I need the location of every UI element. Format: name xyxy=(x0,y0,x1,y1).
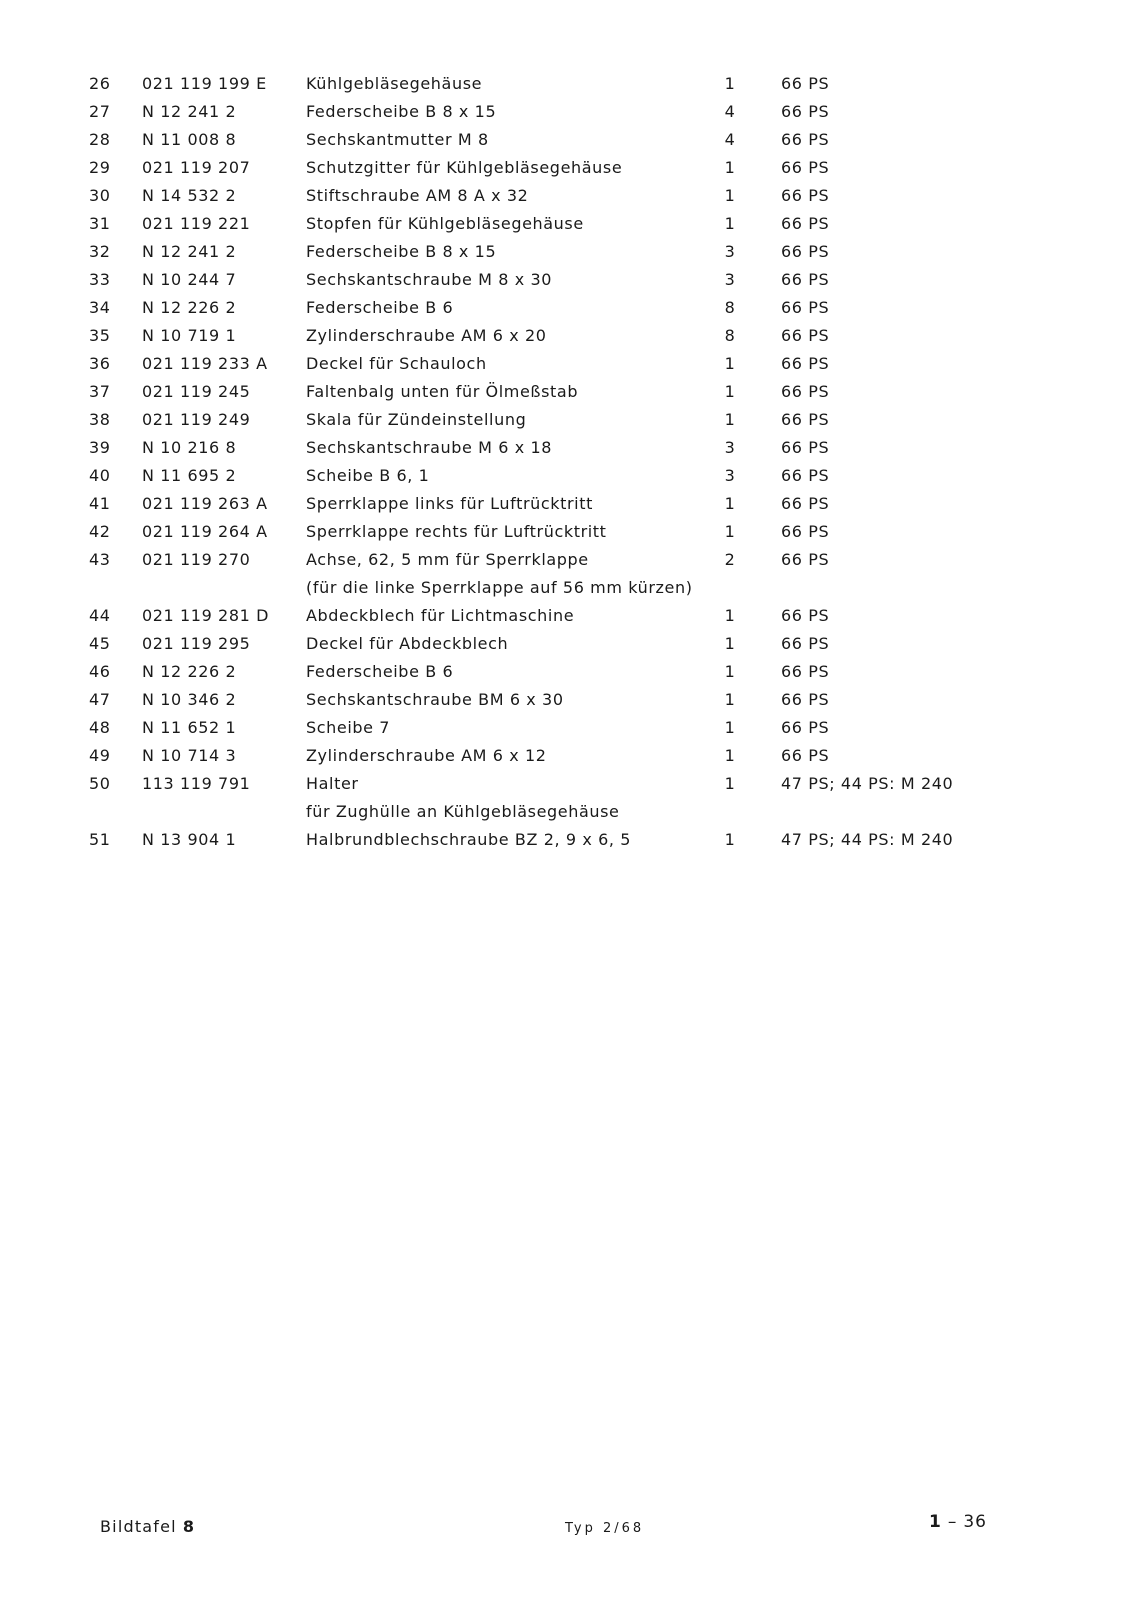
part-number: N 10 216 8 xyxy=(142,438,237,457)
quantity: 1 xyxy=(724,186,736,205)
quantity: 1 xyxy=(724,74,736,93)
quantity: 1 xyxy=(724,690,736,709)
application-note: 66 PS xyxy=(781,410,830,429)
position-number: 42 xyxy=(89,522,111,541)
parts-list xyxy=(0,70,1137,854)
part-number: N 11 652 1 xyxy=(142,718,237,737)
quantity: 1 xyxy=(724,830,736,849)
parts-row xyxy=(0,322,1137,350)
position-number: 26 xyxy=(89,74,111,93)
parts-row xyxy=(0,770,1137,798)
parts-row-continuation xyxy=(0,574,1137,602)
type-reference: Typ 2/68 xyxy=(565,1521,645,1536)
part-description: Achse, 62, 5 mm für Sperrklappe xyxy=(306,550,589,569)
position-number: 29 xyxy=(89,158,111,177)
quantity: 3 xyxy=(724,270,736,289)
quantity: 1 xyxy=(724,410,736,429)
parts-row xyxy=(0,518,1137,546)
position-number: 37 xyxy=(89,382,111,401)
page-section: 1 xyxy=(929,1512,942,1532)
application-note: 66 PS xyxy=(781,634,830,653)
page-dash: – xyxy=(947,1512,958,1532)
position-number: 45 xyxy=(89,634,111,653)
parts-row xyxy=(0,350,1137,378)
application-note: 66 PS xyxy=(781,382,830,401)
application-note: 66 PS xyxy=(781,522,830,541)
application-note: 66 PS xyxy=(781,74,830,93)
parts-row xyxy=(0,126,1137,154)
position-number: 31 xyxy=(89,214,111,233)
part-description: Federscheibe B 8 x 15 xyxy=(306,102,497,121)
application-note: 66 PS xyxy=(781,298,830,317)
parts-row xyxy=(0,742,1137,770)
part-number: 021 119 263 A xyxy=(142,494,268,513)
part-description: Skala für Zündeinstellung xyxy=(306,410,527,429)
plate-label: Bildtafel xyxy=(100,1517,177,1536)
position-number: 35 xyxy=(89,326,111,345)
position-number: 47 xyxy=(89,690,111,709)
parts-row xyxy=(0,686,1137,714)
part-description: Sechskantschraube BM 6 x 30 xyxy=(306,690,564,709)
quantity: 3 xyxy=(724,438,736,457)
part-number: 021 119 245 xyxy=(142,382,251,401)
application-note: 66 PS xyxy=(781,242,830,261)
part-description: Schutzgitter für Kühlgebläsegehäuse xyxy=(306,158,623,177)
parts-row xyxy=(0,266,1137,294)
part-description: Sechskantmutter M 8 xyxy=(306,130,489,149)
part-description: Zylinderschraube AM 6 x 12 xyxy=(306,746,547,765)
part-description: Stiftschraube AM 8 A x 32 xyxy=(306,186,529,205)
application-note: 66 PS xyxy=(781,214,830,233)
part-number: 021 119 233 A xyxy=(142,354,268,373)
position-number: 28 xyxy=(89,130,111,149)
part-number: N 11 695 2 xyxy=(142,466,237,485)
part-number: N 14 532 2 xyxy=(142,186,237,205)
position-number: 46 xyxy=(89,662,111,681)
part-description: (für die linke Sperrklappe auf 56 mm kürzen) xyxy=(306,578,693,597)
application-note: 66 PS xyxy=(781,186,830,205)
quantity: 1 xyxy=(724,382,736,401)
parts-row xyxy=(0,462,1137,490)
part-description: Federscheibe B 6 xyxy=(306,298,454,317)
parts-row xyxy=(0,294,1137,322)
application-note: 66 PS xyxy=(781,718,830,737)
part-number: N 10 719 1 xyxy=(142,326,237,345)
part-number: N 10 346 2 xyxy=(142,690,237,709)
part-number: 021 119 249 xyxy=(142,410,251,429)
part-number: 113 119 791 xyxy=(142,774,251,793)
position-number: 36 xyxy=(89,354,111,373)
part-number: 021 119 221 xyxy=(142,214,251,233)
position-number: 33 xyxy=(89,270,111,289)
application-note: 47 PS; 44 PS: M 240 xyxy=(781,830,954,849)
application-note: 66 PS xyxy=(781,438,830,457)
parts-row xyxy=(0,602,1137,630)
part-number: 021 119 295 xyxy=(142,634,251,653)
part-number: N 12 226 2 xyxy=(142,298,237,317)
parts-row xyxy=(0,714,1137,742)
quantity: 1 xyxy=(724,746,736,765)
quantity: 1 xyxy=(724,718,736,737)
parts-row xyxy=(0,658,1137,686)
quantity: 8 xyxy=(724,326,736,345)
part-description: Halbrundblechschraube BZ 2, 9 x 6, 5 xyxy=(306,830,632,849)
part-description: Halter xyxy=(306,774,359,793)
parts-row xyxy=(0,98,1137,126)
position-number: 49 xyxy=(89,746,111,765)
position-number: 41 xyxy=(89,494,111,513)
application-note: 66 PS xyxy=(781,354,830,373)
parts-row xyxy=(0,70,1137,98)
part-description: Deckel für Schauloch xyxy=(306,354,487,373)
quantity: 1 xyxy=(724,774,736,793)
page-number xyxy=(929,1512,987,1532)
position-number: 27 xyxy=(89,102,111,121)
part-number: 021 119 207 xyxy=(142,158,251,177)
part-description: Sperrklappe rechts für Luftrücktritt xyxy=(306,522,607,541)
part-description: Federscheibe B 8 x 15 xyxy=(306,242,497,261)
part-number: 021 119 199 E xyxy=(142,74,267,93)
quantity: 1 xyxy=(724,354,736,373)
quantity: 3 xyxy=(724,466,736,485)
application-note: 66 PS xyxy=(781,130,830,149)
quantity: 8 xyxy=(724,298,736,317)
page-num: 36 xyxy=(963,1512,987,1532)
part-description: Scheibe B 6, 1 xyxy=(306,466,430,485)
application-note: 66 PS xyxy=(781,158,830,177)
part-description: Federscheibe B 6 xyxy=(306,662,454,681)
parts-row xyxy=(0,490,1137,518)
plate-number: 8 xyxy=(182,1517,194,1536)
application-note: 66 PS xyxy=(781,606,830,625)
part-number: N 10 244 7 xyxy=(142,270,237,289)
part-description: Stopfen für Kühlgebläsegehäuse xyxy=(306,214,584,233)
part-number: N 12 226 2 xyxy=(142,662,237,681)
part-description: Scheibe 7 xyxy=(306,718,391,737)
part-number: N 11 008 8 xyxy=(142,130,237,149)
quantity: 1 xyxy=(724,214,736,233)
parts-row xyxy=(0,826,1137,854)
quantity: 1 xyxy=(724,662,736,681)
position-number: 30 xyxy=(89,186,111,205)
parts-row xyxy=(0,210,1137,238)
part-description: Sechskantschraube M 8 x 30 xyxy=(306,270,553,289)
part-number: 021 119 281 D xyxy=(142,606,269,625)
parts-row xyxy=(0,154,1137,182)
position-number: 32 xyxy=(89,242,111,261)
part-number: 021 119 264 A xyxy=(142,522,268,541)
position-number: 40 xyxy=(89,466,111,485)
application-note: 66 PS xyxy=(781,466,830,485)
parts-row xyxy=(0,630,1137,658)
quantity: 1 xyxy=(724,158,736,177)
parts-row xyxy=(0,434,1137,462)
parts-row-continuation xyxy=(0,798,1137,826)
application-note: 66 PS xyxy=(781,102,830,121)
parts-row xyxy=(0,238,1137,266)
quantity: 2 xyxy=(724,550,736,569)
application-note: 66 PS xyxy=(781,690,830,709)
quantity: 4 xyxy=(724,130,736,149)
application-note: 66 PS xyxy=(781,270,830,289)
position-number: 44 xyxy=(89,606,111,625)
position-number: 39 xyxy=(89,438,111,457)
part-description: Zylinderschraube AM 6 x 20 xyxy=(306,326,547,345)
parts-row xyxy=(0,378,1137,406)
position-number: 51 xyxy=(89,830,111,849)
position-number: 48 xyxy=(89,718,111,737)
part-description: Sperrklappe links für Luftrücktritt xyxy=(306,494,593,513)
application-note: 66 PS xyxy=(781,746,830,765)
part-description: für Zughülle an Kühlgebläsegehäuse xyxy=(306,802,620,821)
part-number: N 12 241 2 xyxy=(142,102,237,121)
quantity: 4 xyxy=(724,102,736,121)
position-number: 50 xyxy=(89,774,111,793)
application-note: 66 PS xyxy=(781,494,830,513)
part-number: N 10 714 3 xyxy=(142,746,237,765)
part-number: N 12 241 2 xyxy=(142,242,237,261)
parts-row xyxy=(0,546,1137,574)
application-note: 66 PS xyxy=(781,550,830,569)
application-note: 66 PS xyxy=(781,326,830,345)
parts-row xyxy=(0,182,1137,210)
position-number: 43 xyxy=(89,550,111,569)
quantity: 1 xyxy=(724,494,736,513)
part-description: Abdeckblech für Lichtmaschine xyxy=(306,606,575,625)
part-description: Kühlgebläsegehäuse xyxy=(306,74,483,93)
part-description: Sechskantschraube M 6 x 18 xyxy=(306,438,553,457)
part-description: Deckel für Abdeckblech xyxy=(306,634,509,653)
position-number: 38 xyxy=(89,410,111,429)
part-number: 021 119 270 xyxy=(142,550,251,569)
part-description: Faltenbalg unten für Ölmeßstab xyxy=(306,382,579,401)
parts-row xyxy=(0,406,1137,434)
position-number: 34 xyxy=(89,298,111,317)
quantity: 1 xyxy=(724,522,736,541)
plate-reference xyxy=(100,1517,194,1536)
quantity: 1 xyxy=(724,634,736,653)
application-note: 66 PS xyxy=(781,662,830,681)
quantity: 1 xyxy=(724,606,736,625)
part-number: N 13 904 1 xyxy=(142,830,237,849)
quantity: 3 xyxy=(724,242,736,261)
application-note: 47 PS; 44 PS: M 240 xyxy=(781,774,954,793)
